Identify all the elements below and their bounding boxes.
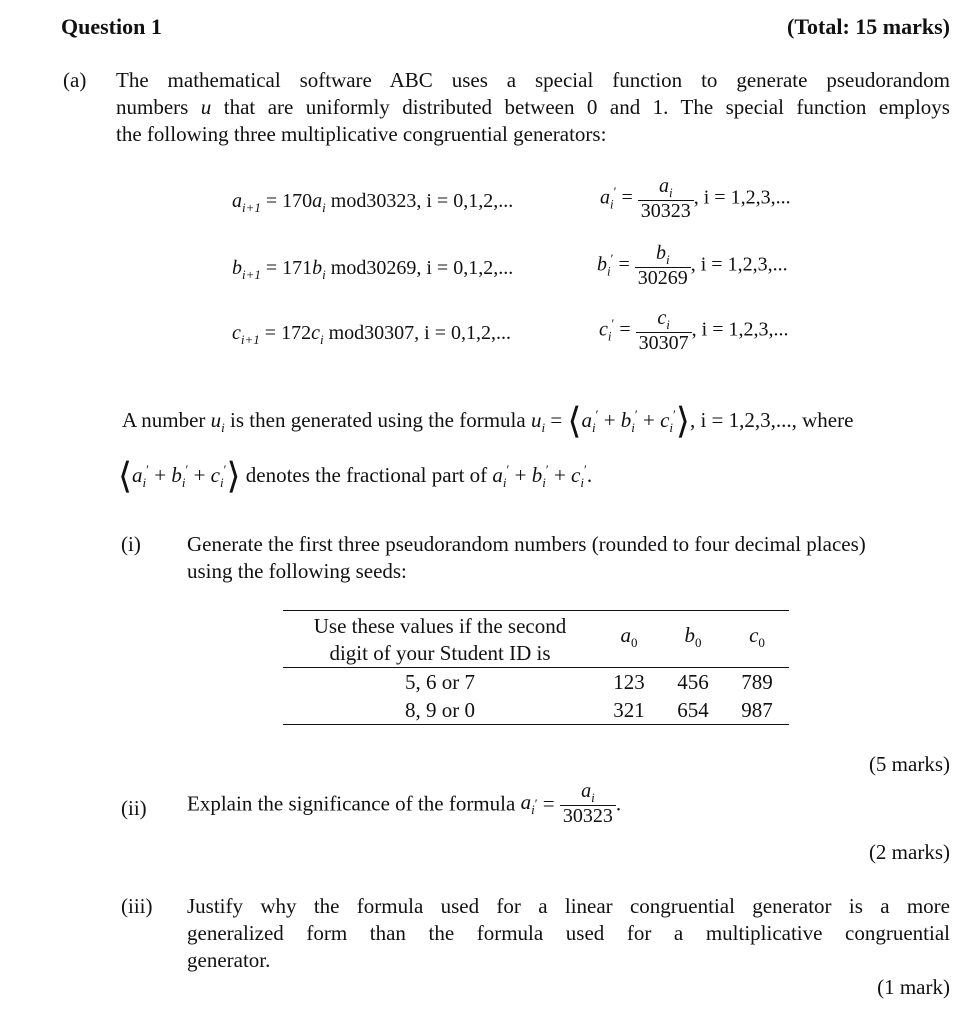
formula-sentence: A number $u_i$ is then generated using the formula $u_i$ = $⟨a_i' + b_i'$ + $c_i'⟩$, i = 1,2,3,..., where <box>122 401 854 441</box>
generator-b-equation: $b_{i+1} = 171b_i$ mod30269, i = 0,1,2,... <box>232 257 514 282</box>
col-a0: $a_0$ <box>597 611 661 668</box>
seed-table-header-label: Use these values if the second digit of your Student ID is <box>283 611 597 668</box>
sub-ii-label: (ii) <box>121 796 147 820</box>
question-total-marks: (Total: 15 marks) <box>787 14 950 39</box>
row-c0: 789 <box>741 670 773 694</box>
sub-i-line2: using the following seeds: <box>187 559 407 583</box>
sub-i-label: (i) <box>121 532 141 556</box>
part-a-label: (a) <box>63 68 87 92</box>
question-title: Question 1 <box>61 14 162 39</box>
sub-ii-marks: (2 marks) <box>868 840 950 864</box>
generator-c-normalized: $c_i'$ = $\frac{c_i}{30307}$ , i = 1,2,3,... <box>599 307 789 354</box>
sub-i-line1: Generate the first three pseudorandom numbers (rounded to four decimal places) <box>187 532 866 556</box>
row-b0: 654 <box>661 696 725 725</box>
generator-b-normalized: $b_i'$ = $\frac{b_i}{30269}$ , i = 1,2,3,... <box>597 242 788 289</box>
sub-iii-line2: generalized form than the formula used for a multiplicative congruential <box>187 921 950 945</box>
variable-u: u <box>200 95 212 119</box>
table-row <box>283 696 789 725</box>
generator-a-equation: $a_{i+1} = 170a_i$ mod30323, i = 0,1,2,... <box>232 190 514 215</box>
sub-i-marks: (5 marks) <box>868 752 950 776</box>
sub-iii-marks: (1 mark) <box>877 975 950 999</box>
part-a-intro-line1: The mathematical software ABC uses a special function to generate pseudorandom <box>116 68 950 92</box>
row-a0: 123 <box>613 670 645 694</box>
seed-table <box>283 610 789 725</box>
col-b0: $b_0$ <box>661 611 725 668</box>
row-digits: 5, 6 or 7 <box>405 670 475 694</box>
row-a0: 321 <box>597 696 661 725</box>
part-a-intro-line3: the following three multiplicative congruential generators: <box>116 122 607 146</box>
table-row <box>283 668 789 697</box>
sub-iii-line1: Justify why the formula used for a linear congruential generator is a more <box>187 894 950 918</box>
sub-iii-label: (iii) <box>121 894 153 918</box>
intro-line2-text: numbers u that are uniformly distributed between 0 and 1. The special function employs <box>116 95 950 119</box>
fractional-part-sentence: $⟨a_i' + b_i'$ + $c_i'⟩$ denotes the fractional part of $a_i' + b_i' + c_i'$. <box>118 456 593 496</box>
part-a-intro-line2 <box>116 95 950 120</box>
sub-ii-text: Explain the significance of the formula $a_i'$ = $\frac{a_i}{30323}$ . <box>187 780 622 827</box>
generator-a-normalized: $a_i'$ = $\frac{a_i}{30323}$ , i = 1,2,3,... <box>600 175 791 222</box>
seed-table-header <box>283 611 789 668</box>
col-c0: $c_0$ <box>725 611 789 668</box>
generator-c-equation: $c_{i+1} = 172c_i$ mod30307, i = 0,1,2,... <box>232 322 511 347</box>
row-digits: 8, 9 or 0 <box>283 696 597 725</box>
row-c0: 987 <box>725 696 789 725</box>
row-b0: 456 <box>677 670 709 694</box>
sub-iii-line3: generator. <box>187 948 271 972</box>
